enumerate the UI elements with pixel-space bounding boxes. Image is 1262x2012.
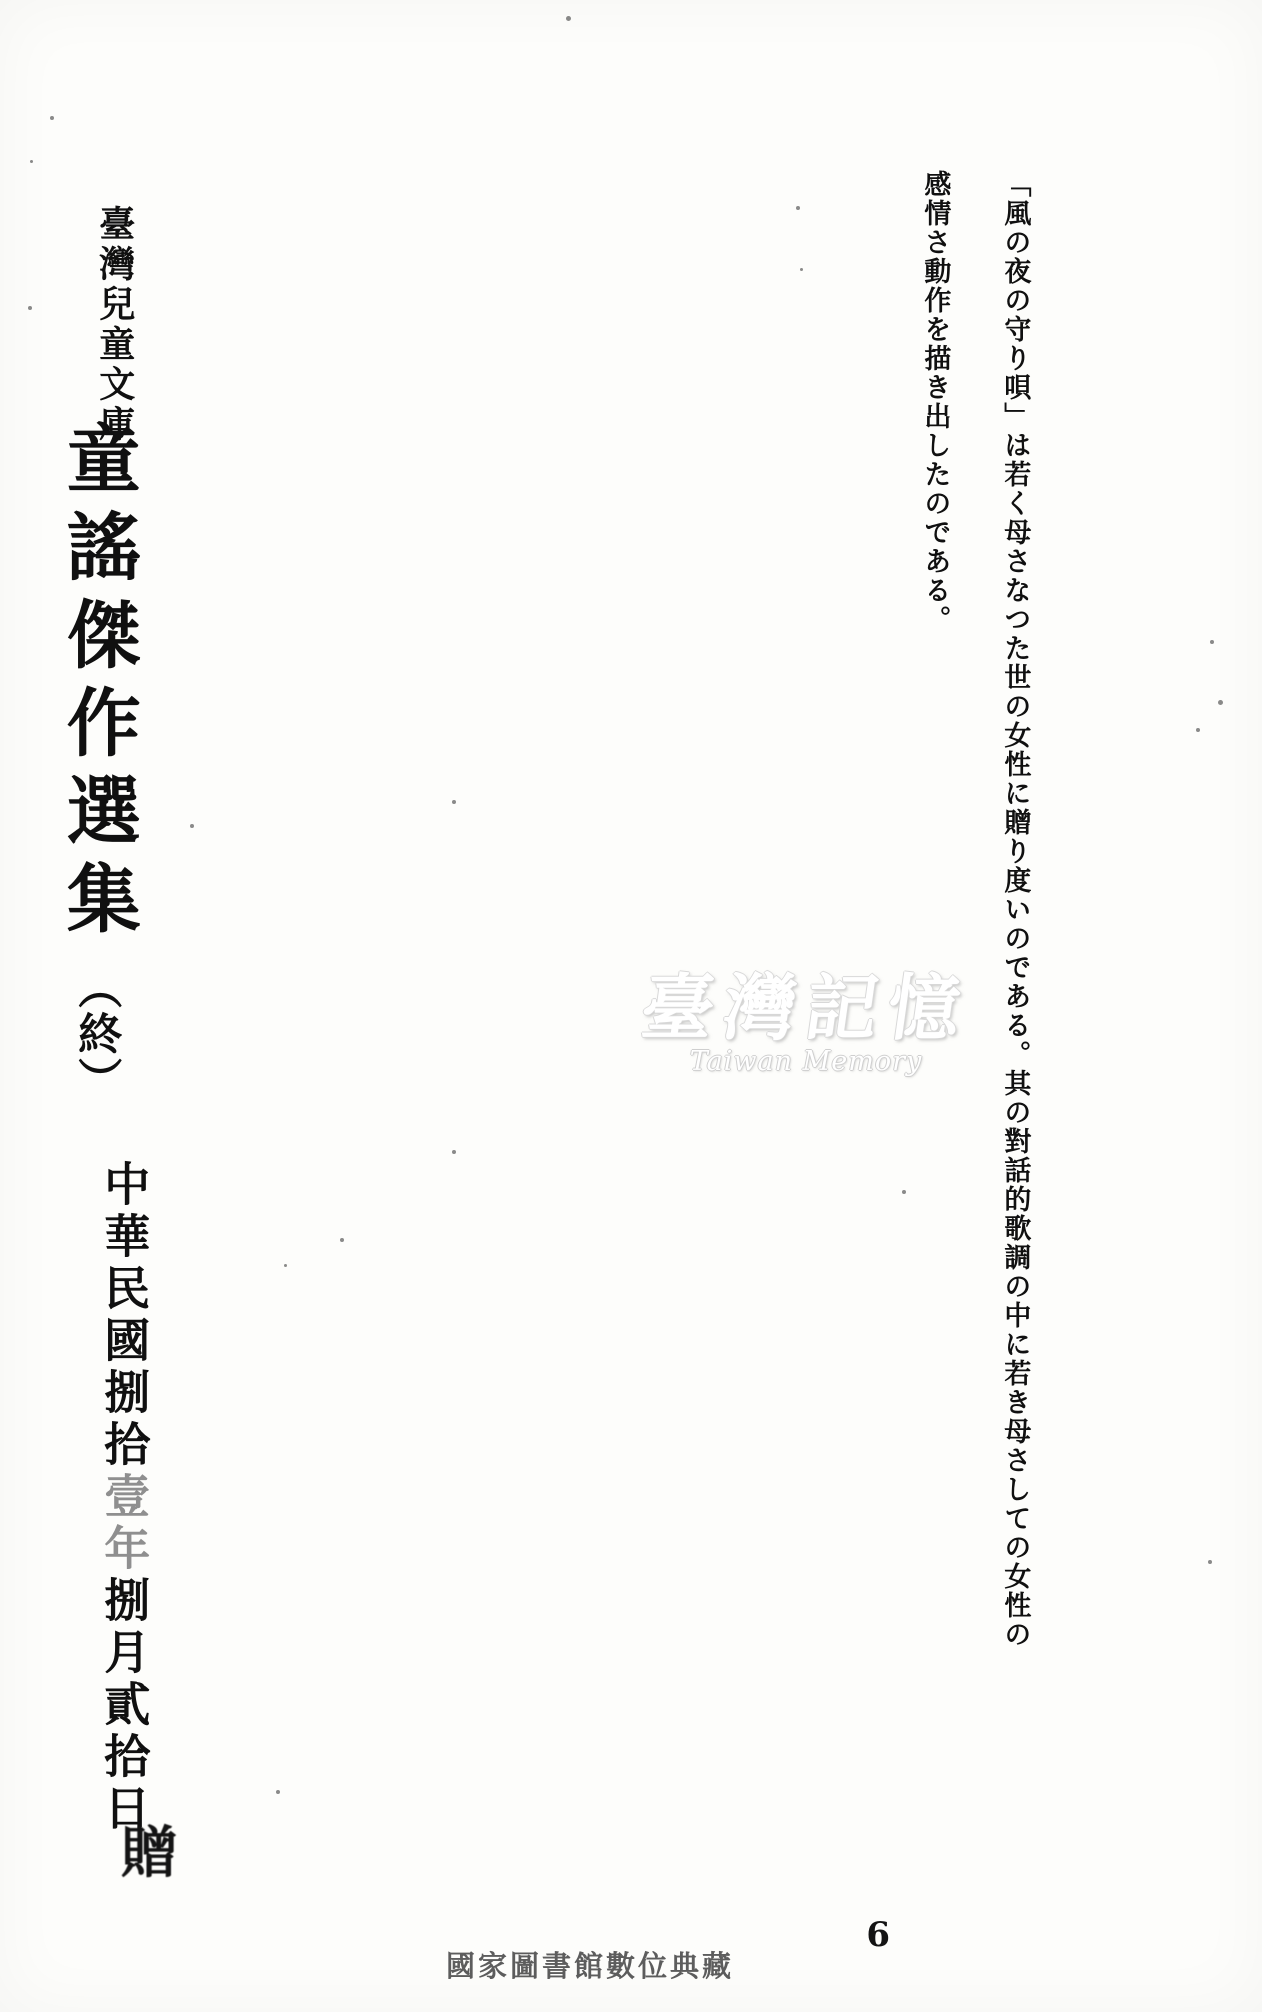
body-text-column-1: 「風の夜の守り唄」は若く母さなつた世の女性に贈り度いのである。其の對話的歌調の中に若き母さしての女性の xyxy=(999,170,1031,1649)
donation-date-line xyxy=(97,1160,152,1836)
scan-speck xyxy=(284,1264,287,1267)
scan-speck xyxy=(796,206,800,210)
page-title: 童謠傑作選集 xyxy=(54,420,141,948)
scan-speck xyxy=(452,800,456,804)
series-title: 臺灣兒童文庫 xyxy=(93,205,136,445)
scan-speck xyxy=(1210,640,1214,644)
scan-speck xyxy=(1218,700,1223,705)
scan-speck xyxy=(340,1238,344,1242)
scan-speck xyxy=(276,1790,280,1794)
scan-speck xyxy=(28,306,32,310)
scan-speck xyxy=(50,116,54,120)
scan-speck xyxy=(1208,1560,1212,1564)
page-number: 6 xyxy=(866,1915,890,1955)
scan-speck xyxy=(1196,728,1200,732)
date-year-faded: 壹年 xyxy=(97,1472,152,1576)
scan-speck xyxy=(452,1150,456,1154)
scan-speck xyxy=(800,268,803,271)
scan-speck xyxy=(190,824,194,828)
archive-watermark xyxy=(596,965,1016,1077)
date-prefix: 中華民國捌拾 xyxy=(97,1160,152,1472)
scan-speck xyxy=(30,160,33,163)
title-suffix: （終） xyxy=(70,965,122,1103)
donation-seal-stamp: 贈 xyxy=(121,1820,177,1886)
date-suffix: 捌月貳拾日 xyxy=(97,1576,152,1836)
watermark-chinese-text: 臺灣記憶 xyxy=(636,965,977,1050)
scan-speck xyxy=(566,16,571,21)
library-archive-credit: 國家圖書館數位典藏 xyxy=(446,1949,735,1983)
body-text-column-2: 感情さ動作を描き出したのである。 xyxy=(919,170,951,634)
watermark-english-text: Taiwan Memory xyxy=(689,1046,923,1077)
scan-speck xyxy=(902,1190,906,1194)
